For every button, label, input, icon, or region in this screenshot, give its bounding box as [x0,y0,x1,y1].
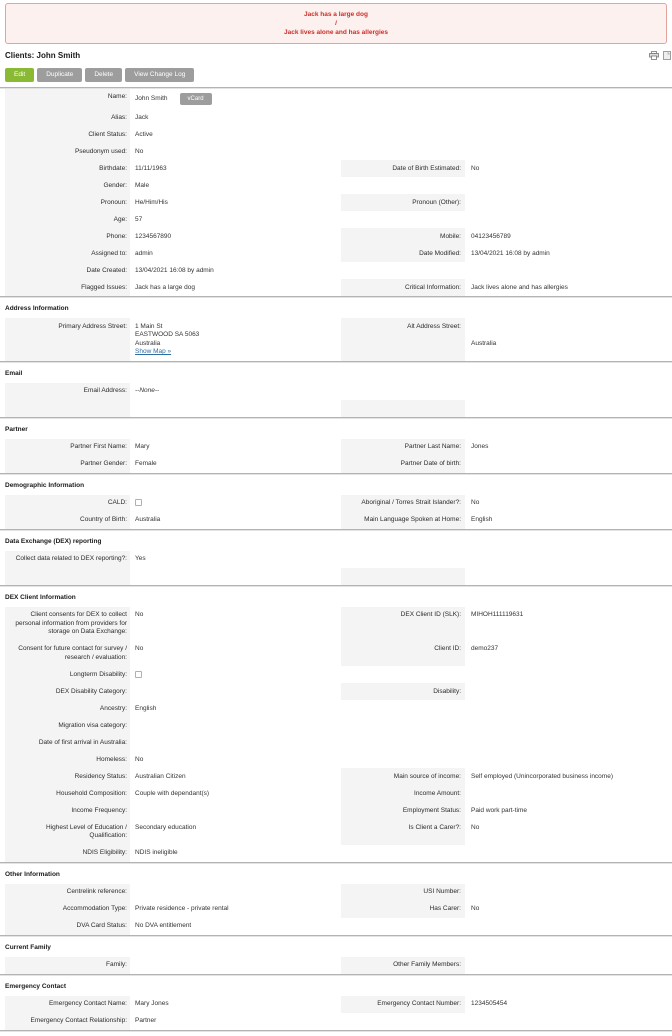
toolbar [5,68,667,82]
field-value [130,734,667,751]
field-label: Partner First Name: [5,439,130,456]
section-header-partner: Partner [5,425,28,433]
field-label: Phone: [5,228,130,245]
field-row-emergency-contact-name [5,996,667,1013]
field-value-line [471,323,665,332]
field-label: DVA Card Status: [5,918,130,935]
field-label: Primary Address Street: [5,318,130,361]
field-label: Collect data related to DEX reporting?: [5,551,130,568]
field-value: Australia [135,516,161,524]
field-value: admin [135,249,153,257]
alert-line: / [335,20,337,27]
field-value: Couple with dependant(s) [135,789,210,797]
field-value: Mary Jones [135,1000,169,1008]
field-label: Birthdate: [5,160,130,177]
field-value: 13/04/2021 16:08 by admin [471,249,550,257]
field-value: 04123456789 [471,232,511,240]
field-row-primary-address-street [5,318,667,361]
empty-value: --None-- [135,387,160,394]
field-label: Longterm Disability: [5,666,130,683]
field-value [465,884,667,901]
section-header-address-information: Address Information [5,305,69,312]
field-value: Female [135,460,157,467]
field-row-migration-visa-category [5,717,667,734]
field-value [465,400,667,417]
section-header-email: Email [5,369,23,377]
field-label: Partner Date of birth: [341,456,465,473]
edit-button[interactable]: Edit [5,68,34,82]
field-label: Accommodation Type: [5,901,130,918]
field-label: Client ID: [341,641,465,667]
field-value [465,568,667,585]
field-row-dex-disability-category [5,683,667,700]
address-line: EASTWOOD SA 5063 [135,331,200,338]
field-label: Has Carer: [341,901,465,918]
field-row-centrelink-reference [5,884,667,901]
duplicate-button[interactable]: Duplicate [37,68,82,82]
field-row-alias [5,109,667,126]
field-value [130,884,341,901]
header-icons [649,51,671,60]
field-value: Paid work part-time [471,806,527,814]
address-line: Australia [135,339,161,347]
field-label: NDIS Eligibility: [5,845,130,862]
field-row-highest-level-of-education-qualification [5,819,667,845]
field-label: Residency Status: [5,768,130,785]
field-label: Disability: [341,683,465,700]
field-row-household-composition [5,785,667,802]
field-row-homeless [5,751,667,768]
field-value [130,89,667,110]
field-label: Main source of income: [341,768,465,785]
field-label: Income Frequency: [5,802,130,819]
field-value [130,957,341,974]
field-row-birthdate [5,160,667,177]
section-header-current-family: Current Family [5,943,51,951]
field-value: NDIS ineligible [135,849,178,857]
field-row-phone [5,228,667,245]
vcard-button[interactable]: vCard [180,93,212,105]
field-label: Age: [5,211,130,228]
field-row-longterm-disability [5,666,667,683]
delete-button[interactable]: Delete [85,68,122,82]
page-title: Clients: John Smith [5,51,81,60]
field-label: Alt Address Street: [341,318,465,361]
field-label: Date Modified: [341,245,465,262]
section-header-other-information: Other Information [5,870,60,878]
field-label: Consent for future contact for survey / research / evaluation: [5,641,130,667]
field-label: Flagged Issues: [5,279,130,296]
field-row-family [5,957,667,974]
field-row-blank [5,568,667,585]
flagged-issues-alert [5,3,667,44]
field-label: Centrelink reference: [5,884,130,901]
field-row-client-consents-for-dex-to-collect-personal-information-from-providers-for-storage-on-data-exchange [5,607,667,641]
field-label: Gender: [5,177,130,194]
field-row-pronoun [5,194,667,211]
field-label: Date of first arrival in Australia: [5,734,130,751]
field-value [130,666,667,683]
field-value: Australian Citizen [135,772,186,780]
field-value: 1234505454 [471,1000,508,1008]
field-label: Alias: [5,109,130,126]
field-row-date-created [5,262,667,279]
field-row-income-frequency [5,802,667,819]
field-value: Secondary education [135,823,197,831]
field-label: CALD: [5,495,130,512]
field-label: Highest Level of Education / Qualification: [5,819,130,845]
field-label: Email Address: [5,383,130,400]
field-label: Ancestry: [5,700,130,717]
field-label: Date of Birth Estimated: [341,160,465,177]
field-label [341,400,465,417]
field-label: Client consents for DEX to collect personal information from providers for storage on Data Exchange: [5,607,130,641]
field-row-accommodation-type [5,901,667,918]
field-value [130,802,341,819]
field-value: Mary [135,443,150,450]
field-value: Jack [135,113,149,121]
field-value: English [135,704,157,712]
field-value: demo237 [471,645,499,653]
field-row-cald [5,495,667,512]
field-value: No [471,905,480,913]
field-value [130,683,341,700]
field-row-assigned-to [5,245,667,262]
field-value: Self employed (Unincorporated business income) [471,772,613,780]
field-value: Partner [135,1017,157,1025]
field-label: USI Number: [341,884,465,901]
address-line: 1 Main St [135,322,163,330]
field-label: Mobile: [341,228,465,245]
field-label: DEX Client ID (SLK): [341,607,465,641]
field-label: DEX Disability Category: [5,683,130,700]
field-row-email-address [5,383,667,400]
field-row-partner-gender [5,456,667,473]
field-value [130,318,341,361]
field-value: 1234567890 [135,232,172,240]
field-label: Emergency Contact Relationship: [5,1013,130,1030]
field-label: Main Language Spoken at Home: [341,512,465,529]
field-value: Jack lives alone and has allergies [471,283,568,291]
field-label: Pronoun: [5,194,130,211]
section-header-data-exchange-dex-reporting: Data Exchange (DEX) reporting [5,537,102,545]
page-header [5,51,667,62]
field-value: Jack has a large dog [135,283,195,291]
field-value: No [471,164,480,172]
field-value [130,717,667,734]
field-row-name [5,89,667,110]
field-row-ancestry [5,700,667,717]
field-label: Critical Information: [341,279,465,296]
field-row-ndis-eligibility [5,845,667,862]
section-header-emergency-contact: Emergency Contact [5,982,67,990]
field-value: 13/04/2021 16:08 by admin [135,266,214,274]
field-value-line [471,331,665,340]
field-label [5,400,130,417]
client-name-text: John Smith [135,95,168,102]
cald-checkbox[interactable] [135,499,142,506]
field-row-country-of-birth [5,512,667,529]
field-label: Client Status: [5,126,130,143]
field-row-consent-for-future-contact-for-survey-research-evaluation [5,641,667,667]
field-value: No [135,147,144,155]
field-row-gender [5,177,667,194]
field-label: Emergency Contact Number: [341,996,465,1013]
field-label: Pseudonym used: [5,143,130,160]
field-value: No DVA entitlement [135,922,192,930]
field-value [465,456,667,473]
footer-space [0,1032,672,1036]
field-value [465,957,667,974]
section-header-dex-client-information: DEX Client Information [5,593,76,601]
field-row-residency-status [5,768,667,785]
field-value: 57 [135,215,143,223]
field-value [130,495,341,512]
field-value: No [471,823,480,831]
field-row-emergency-contact-relationship [5,1013,667,1030]
field-label: Household Composition: [5,785,130,802]
field-label: Country of Birth: [5,512,130,529]
field-label: Assigned to: [5,245,130,262]
field-row-partner-first-name [5,439,667,456]
field-value: Active [135,130,153,138]
view-change-log-button[interactable]: View Change Log [125,68,194,82]
field-row-dva-card-status [5,918,667,935]
print-icon[interactable] [649,51,659,60]
field-value [130,568,341,585]
field-label: Is Client a Carer?: [341,819,465,845]
field-label [5,568,130,585]
show-map-link[interactable]: Show Map » [135,348,172,355]
field-label: Pronoun (Other): [341,194,465,211]
field-row-blank [5,400,667,417]
field-label: Other Family Members: [341,957,465,974]
field-value: No [135,611,144,619]
field-row-collect-data-related-to-dex-reporting [5,551,667,568]
field-value: English [471,516,493,524]
field-value: No [135,755,144,763]
alert-line: Jack has a large dog [304,11,368,18]
field-label: Date Created: [5,262,130,279]
field-value [465,785,667,802]
field-label: Homeless: [5,751,130,768]
field-value [465,194,667,211]
field-row-age [5,211,667,228]
field-row-date-of-first-arrival-in-australia [5,734,667,751]
field-row-client-status [5,126,667,143]
field-value: Jones [471,443,489,450]
page-icon[interactable] [663,51,671,60]
section-header-demographic-information: Demographic Information [5,481,85,489]
field-value: Male [135,181,150,189]
field-value [130,383,667,400]
field-label [341,568,465,585]
field-label: Migration visa category: [5,717,130,734]
field-value [465,683,667,700]
field-value: No [471,499,480,506]
field-row-flagged-issues [5,279,667,296]
longterm-disability-checkbox[interactable] [135,671,142,678]
field-label: Partner Last Name: [341,439,465,456]
field-value: Yes [135,555,146,563]
field-value: No [135,645,144,653]
form-sections [0,89,672,1032]
field-label: Income Amount: [341,785,465,802]
field-value [130,400,341,417]
alert-line: Jack lives alone and has allergies [283,29,389,36]
field-label: Employment Status: [341,802,465,819]
field-value: 11/11/1963 [135,164,167,172]
field-value-line: Australia [471,339,497,347]
field-value [465,318,667,361]
field-value: Private residence - private rental [135,905,229,913]
field-label: Name: [5,89,130,110]
field-label: Family: [5,957,130,974]
field-row-pseudonym-used [5,143,667,160]
field-value: MIHOH111119631 [471,611,524,619]
field-value: He/Him/His [135,198,168,206]
field-label: Emergency Contact Name: [5,996,130,1013]
field-label: Aboriginal / Torres Strait Islander?: [341,495,465,512]
field-label: Partner Gender: [5,456,130,473]
